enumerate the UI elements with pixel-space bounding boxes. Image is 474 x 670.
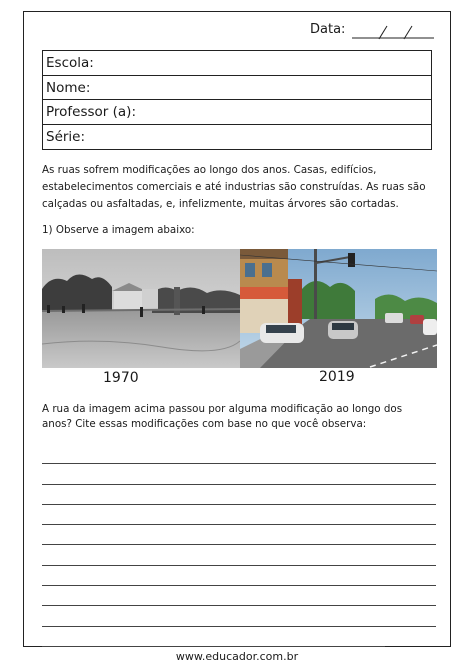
footer-website: www.educador.com.br: [175, 650, 299, 663]
answer-line[interactable]: [42, 586, 436, 606]
student-info-table: [42, 50, 432, 150]
date-input-lines[interactable]: [352, 22, 434, 40]
answer-lines: [42, 444, 436, 647]
name-label: Nome:: [46, 79, 91, 96]
year-label-1970: 1970: [103, 370, 139, 386]
photo-2019: [240, 249, 437, 368]
street-photos: [42, 249, 437, 369]
date-label: Data:: [310, 22, 346, 37]
answer-line[interactable]: [42, 545, 436, 565]
question-2: A rua da imagem acima passou por alguma modificação ao longo dos anos? Cite essas modificações com base no que você observa:: [42, 403, 403, 430]
answer-line[interactable]: [42, 606, 436, 626]
answer-line[interactable]: [42, 505, 436, 525]
answer-line[interactable]: [42, 525, 436, 545]
school-field[interactable]: [43, 51, 431, 76]
answer-line[interactable]: [42, 464, 436, 484]
name-field[interactable]: [43, 76, 431, 101]
intro-paragraph: As ruas sofrem modificações ao longo dos anos. Casas, edifícios, estabelecimentos comerciais e até industrias são construídas. As ruas são calçadas ou asfaltadas, e, infelizmente, muitas árvores são cortadas.: [42, 164, 426, 210]
grade-field[interactable]: [43, 125, 431, 150]
answer-line[interactable]: [42, 566, 436, 586]
answer-line[interactable]: [42, 444, 436, 464]
photo-1970: [42, 249, 240, 368]
answer-line[interactable]: [42, 627, 385, 647]
year-label-2019: 2019: [319, 369, 355, 385]
answer-line[interactable]: [42, 485, 436, 505]
teacher-label: Professor (a):: [46, 104, 136, 120]
question-1: 1) Observe a imagem abaixo:: [42, 224, 195, 236]
grade-label: Série:: [46, 128, 86, 145]
school-label: Escola:: [46, 55, 94, 71]
teacher-field[interactable]: [43, 100, 431, 125]
